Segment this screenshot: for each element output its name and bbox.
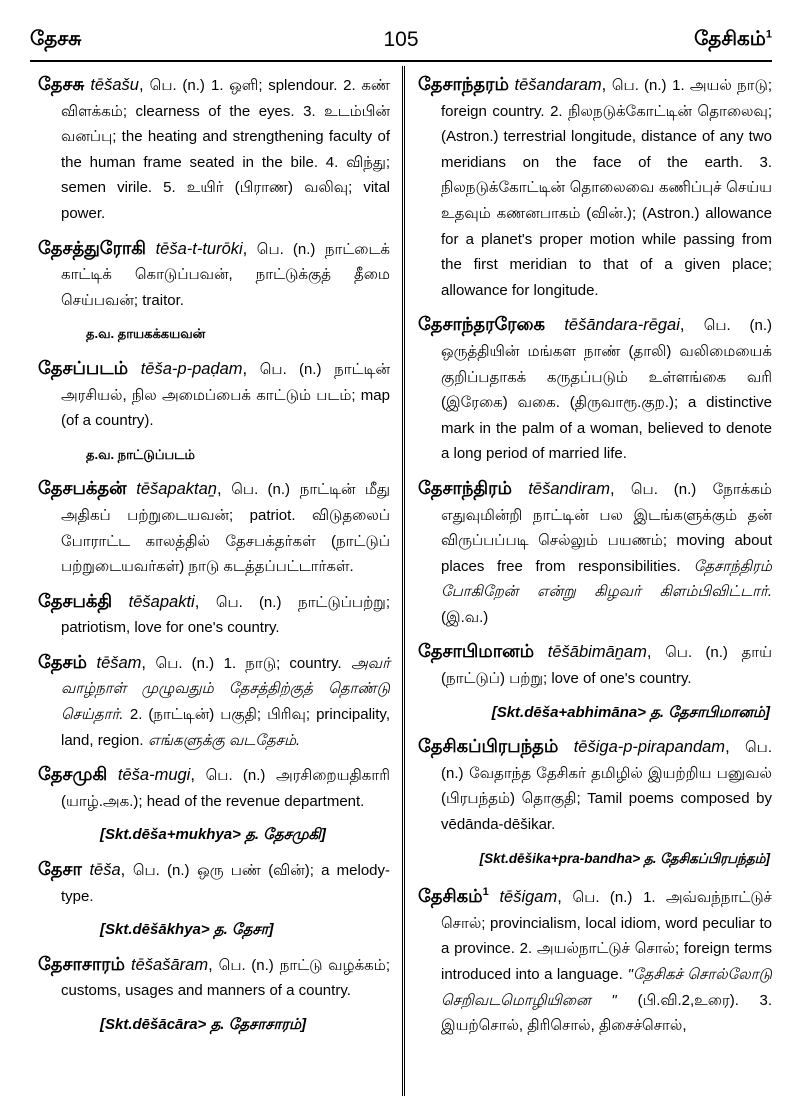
dictionary-entry: தேசமுகி tēša-mugi, பெ. (n.) அரசிறையதிகாரி (யாழ்.அக.); head of the revenue department. [38, 764, 390, 810]
header-rule [30, 60, 772, 62]
dictionary-entry: தேசபக்தி tēšapakti, பெ. (n.) நாட்டுப்பற்று; patriotism, love for one's country. [38, 590, 390, 637]
part-of-speech: பெ. (n.) [665, 644, 728, 662]
headword: தேசாபிமானம் [418, 641, 535, 662]
etymology: [Skt.dēša+abhimāna> த. தேசாபிமானம்] [491, 703, 770, 721]
definition: 1. நாடு; country. [223, 654, 342, 672]
transliteration: tēšapakti [128, 592, 195, 611]
definition-continued: (பி.வி.2,உரை). 3. இயற்சொல், திரிசொல், திசைச்சொல், [441, 991, 772, 1035]
transliteration: tēšandiram [528, 479, 610, 498]
part-of-speech: பெ. (n.) [218, 956, 274, 974]
transliteration: tēša-mugi [117, 766, 191, 785]
usage-example: எங்களுக்கு வடதேசம். [148, 731, 301, 749]
headword: தேசப்படம் [38, 357, 129, 378]
header-right-guide-word: தேசிகம்$^1$ [694, 28, 772, 50]
headword: தேசமுகி [38, 764, 108, 785]
definition: அரசிறையதிகாரி (யாழ்.அக.); head of the revenue department. [61, 767, 390, 810]
definition: 1. அவ்வந்நாட்டுச் சொல்; provincialism, local idiom, word peculiar to a province. 2. அயல்நாட்டுச் சொல்; foreign terms introduced into a language. [441, 889, 772, 983]
column-divider [402, 66, 405, 1096]
headword: தேசாந்திரம் [418, 477, 512, 498]
transliteration: tēšāndara-rēgai [564, 316, 680, 335]
definition: நாட்டின் மீது அதிகப் பற்றுடையவன்; patriot. விடுதலைப் போராட்ட காலத்தில் தேசபக்தர்கள் (நாட்டுப் பற்றுடையவர்கள்) நாடு கடத்தப்பட்டார்கள். [61, 481, 390, 576]
transliteration: tēšašu [90, 76, 139, 94]
dictionary-entry: தேசசு tēšašu, பெ. (n.) 1. ஒளி; splendour. 2. கண் விளக்கம்; clearness of the eyes. 3. உடம்பின் வனப்பு; the heating and strengthening faculty of the human frame seated in the bile. 4. விந்து; semen virile. 5. உயிர் (பிராண) வலிவு; vital power. [38, 74, 391, 222]
headword: தேசபக்தி [38, 590, 113, 611]
dictionary-entry: தேசம் tēšam, பெ. (n.) 1. நாடு; country. அவர் வாழ்நாள் முழுவதும் தேசத்திற்குத் தொண்டு செய்தார். 2. (நாட்டின்) பகுதி; பிரிவு; principality, land, region. எங்களுக்கு வடதேசம். [38, 651, 391, 749]
part-of-speech: பெ. (n.) [155, 654, 215, 672]
etymology: [Skt.dēšācāra> த. தேசாசாரம்] [100, 1016, 307, 1033]
headword: தேசசு [38, 74, 85, 94]
headword: தேசாசாரம் [38, 953, 126, 974]
left-column [38, 72, 390, 1047]
dictionary-entry: தேசாபிமானம் tēšābimāṉam, பெ. (n.) தாய் (நாட்டுப்) பற்று; love of one's country. [418, 641, 772, 688]
transliteration: tēšam [96, 653, 142, 672]
definition: ஒருத்தியின் மங்கள நாண் (தாலி) வலிமையைக் குறிப்பதாகக் கருதப்படும் உள்ளங்கை வரி (இரேகை) வகை. (திருவாரூ.குற.); a distinctive mark in the palm of a woman, believed to denote a long period of married life. [441, 342, 772, 463]
dictionary-entry: தேசிகம்$^1$ tēšigam, பெ. (n.) 1. அவ்வந்நாட்டுச் சொல்; provincialism, local idiom, word peculiar to a province. 2. அயல்நாட்டுச் சொல்; foreign terms introduced into a language. "தேசிகச் சொல்லோடு செறிவடமொழியினை " (பி.வி.2,உரை). 3. இயற்சொல், திரிசொல், திசைச்சொல், [418, 886, 772, 1035]
usage-example: அவர் வாழ்நாள் முழுவதும் தேசத்திற்குத் தொண்டு செய்தார். [61, 654, 391, 724]
dictionary-entry: தேசத்துரோகி tēša-t-turōki, பெ. (n.) நாட்டைக் காட்டிக் கொடுப்பவன், நாட்டுக்குத் தீமை செய்பவன்; traitor. [38, 237, 391, 309]
transliteration: tēša-t-turōki [155, 239, 243, 258]
dictionary-entry: தேசப்படம் tēša-p-paḍam, பெ. (n.) நாட்டின் அரசியல், நில அமைப்பைக் காட்டும் படம்; map (of a country). [38, 357, 390, 430]
usage-example: தேசாந்திரம் போகிறேன் என்று கிழவர் கிளம்பிவிட்டார். [441, 557, 772, 601]
right-column [418, 72, 772, 1048]
dictionary-entry: தேசா tēša, பெ. (n.) ஒரு பண் (வின்); a melody-type. [38, 859, 390, 905]
headword: தேசா [38, 859, 82, 880]
definition: தாய் (நாட்டுப்) பற்று; love of one's country. [441, 644, 772, 688]
page-number: 105 [383, 28, 419, 51]
part-of-speech: பெ. (n.) [703, 317, 773, 335]
quotation: "தேசிகச் சொல்லோடு செறிவடமொழியினை " [441, 966, 772, 1009]
definition: நாட்டுப்பற்று; patriotism, love for one's country. [61, 593, 390, 637]
dictionary-entry: தேசாந்திரம் tēšandiram, பெ. (n.) நோக்கம் எதுவுமின்றி நாட்டின் பல இடங்களுக்கும் தன் விருப்பப்படி செல்லும் பயணம்; moving about places free from responsibilities. தேசாந்திரம் போகிறேன் என்று கிழவர் கிளம்பிவிட்டார். (இ.வ.) [418, 477, 772, 626]
dictionary-entry: தேசாசாரம் tēšašāram, பெ. (n.) நாட்டு வழக்கம்; customs, usages and manners of a country. [38, 953, 391, 1000]
transliteration: tēšandaram [514, 76, 602, 94]
part-of-speech: பெ. (n.) [259, 360, 322, 378]
transliteration: tēša-p-paḍam [140, 359, 243, 378]
dictionary-entry: தேசபக்தன் tēšapaktaṉ, பெ. (n.) நாட்டின் மீது அதிகப் பற்றுடையவன்; patriot. விடுதலைப் போராட்ட காலத்தில் தேசபக்தர்கள் (நாட்டுப் பற்றுடையவர்கள்) நாடு கடத்தப்பட்டார்கள். [38, 478, 390, 576]
transliteration: tēšigam [499, 888, 558, 907]
page-header [30, 28, 772, 62]
headword: தேசிகம்$^1$ [418, 886, 489, 907]
transliteration: tēšābimāṉam [547, 643, 647, 662]
headword: தேசம் [38, 651, 87, 672]
part-of-speech: பெ. (n.) [572, 889, 633, 907]
transliteration: tēša [89, 861, 121, 880]
etymology: [Skt.dēšika+pra-bandha> த. தேசிகப்பிரபந்தம்] [479, 850, 770, 866]
definition-continued: 2. (நாட்டின்) பகுதி; பிரிவு; principality, land, region. [61, 706, 390, 749]
source-reference: (இ.வ.) [441, 608, 489, 626]
part-of-speech: பெ. (n.) [132, 862, 190, 880]
part-of-speech: பெ. (n.) [231, 481, 291, 499]
part-of-speech: பெ. (n.) [215, 593, 282, 611]
headword: தேசாந்தரரேகை [418, 314, 546, 335]
definition: நாட்டைக் காட்டிக் கொடுப்பவன், நாட்டுக்குத் தீமை செய்பவன்; traitor. [61, 240, 391, 309]
tamil-equivalent: த.வ. தாயகக்கயவன் [86, 326, 206, 342]
part-of-speech: பெ. (n.) [205, 767, 266, 785]
etymology: [Skt.dēša+mukhya> த. தேசமுகி] [100, 826, 326, 844]
headword: தேசபக்தன் [38, 478, 127, 499]
definition: நாட்டின் அரசியல், நில அமைப்பைக் காட்டும் படம்; map (of a country). [61, 360, 390, 430]
part-of-speech: பெ. (n.) [630, 480, 697, 498]
part-of-speech: பெ. (n.) [256, 240, 316, 258]
header-left-guide-word: தேசசு [30, 28, 82, 50]
headword: தேசத்துரோகி [38, 237, 147, 258]
headword: தேசிகப்பிரபந்தம் [418, 736, 559, 757]
part-of-speech: பெ. (n.) [149, 77, 205, 94]
transliteration: tēšašāram [131, 955, 209, 974]
definition: ஒரு பண் (வின்); a melody-type. [61, 862, 390, 905]
dictionary-entry: தேசாந்தரரேகை tēšāndara-rēgai, பெ. (n.) ஒருத்தியின் மங்கள நாண் (தாலி) வலிமையைக் குறிப்பதாகக் கருதப்படும் உள்ளங்கை வரி (இரேகை) வகை. (திருவாரூ.குற.); a distinctive mark in the palm of a woman, believed to denote a long period of married life. [418, 314, 773, 463]
dictionary-entry: தேசிகப்பிரபந்தம் tēšiga-p-pirapandam, பெ. (n.) வேதாந்த தேசிகர் தமிழில் இயற்றிய பனுவல் (பிரபந்தம்) தொகுதி; Tamil poems composed by vēdānda-dēšikar. [418, 736, 772, 834]
headword: தேசாந்தரம் [418, 74, 509, 94]
definition: 1. ஒளி; splendour. 2. கண் விளக்கம்; clearness of the eyes. 3. உடம்பின் வனப்பு; the heating and strengthening faculty of the human frame seated in the bile. 4. விந்து; semen virile. 5. உயிர் (பிராண) வலிவு; vital power. [61, 77, 391, 222]
definition: 1. அயல் நாடு; foreign country. 2. நிலநடுக்கோட்டின் தொலைவு; (Astron.) terrestrial longitude, distance of any two meridians on the face of the earth. 3. நிலநடுக்கோட்டின் தொலைவை கணிப்புச் செய்ய உதவும் கணனபாகம் (வின்.); (Astron.) allowance for a planet's proper motion while passing from the first meridian to that of a given place; allowance for longitude. [441, 77, 772, 299]
definition: நாட்டு வழக்கம்; customs, usages and manners of a country. [61, 956, 391, 1000]
etymology: [Skt.dēšākhya> த. தேசா] [100, 921, 274, 939]
definition: வேதாந்த தேசிகர் தமிழில் இயற்றிய பனுவல் (பிரபந்தம்) தொகுதி; Tamil poems composed by vēdānda-dēšikar. [441, 764, 772, 834]
tamil-equivalent: த.வ. நாட்டுப்படம் [86, 446, 195, 462]
transliteration: tēšapaktaṉ [136, 480, 217, 499]
part-of-speech: பெ. (n.) [611, 77, 667, 94]
dictionary-entry: தேசாந்தரம் tēšandaram, பெ. (n.) 1. அயல் நாடு; foreign country. 2. நிலநடுக்கோட்டின் தொலைவு; (Astron.) terrestrial longitude, distance of any two meridians on the face of the earth. 3. நிலநடுக்கோட்டின் தொலைவை கணிப்புச் செய்ய உதவும் கணனபாகம் (வின்.); (Astron.) allowance for a planet's proper motion while passing from the first meridian to that of a given place; allowance for longitude. [418, 74, 772, 299]
definition: நோக்கம் எதுவுமின்றி நாட்டின் பல இடங்களுக்கும் தன் விருப்பப்படி செல்லும் பயணம்; moving about places free from responsibilities. [441, 480, 772, 575]
part-of-speech: பெ. (n.) [441, 739, 772, 782]
transliteration: tēšiga-p-pirapandam [573, 738, 726, 757]
